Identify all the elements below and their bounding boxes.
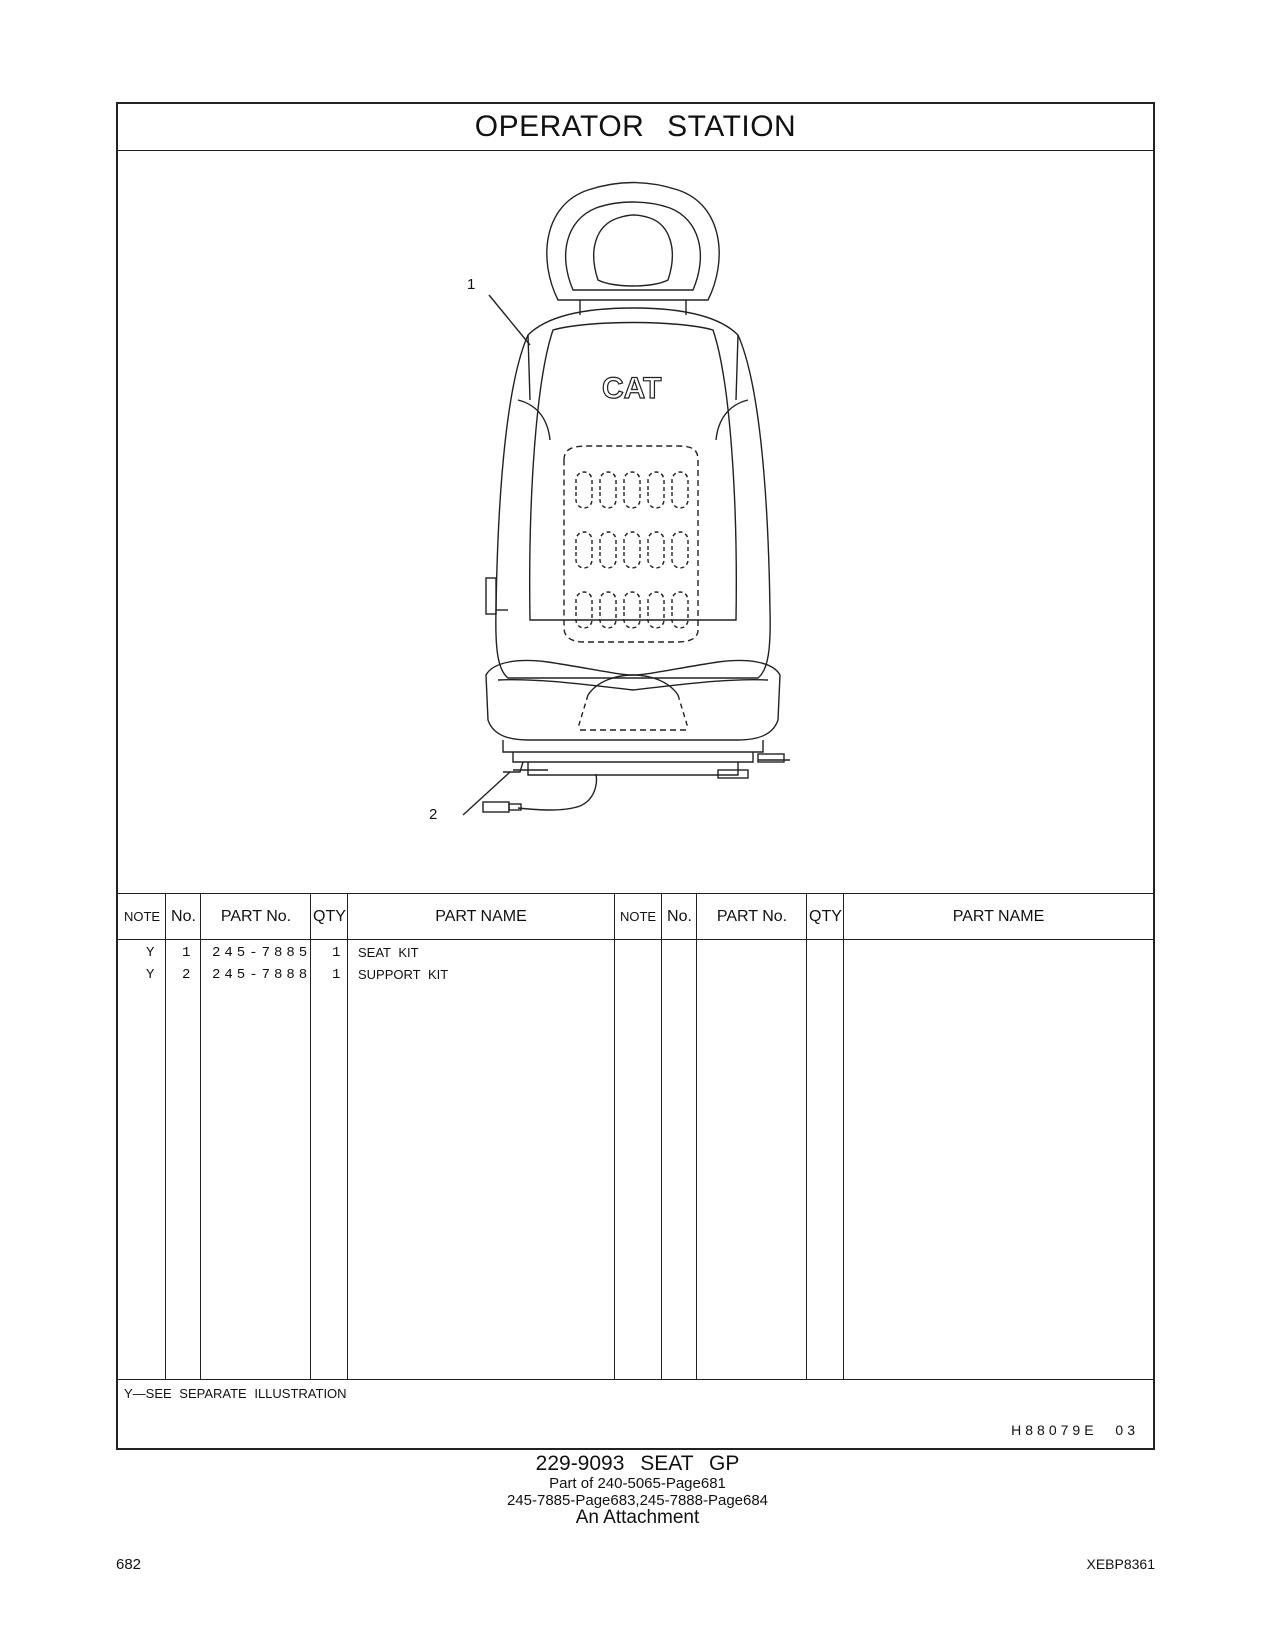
document-id: XEBP8361: [1086, 1556, 1155, 1572]
row-2-part-no: 245-7888: [212, 967, 312, 983]
row-1-qty: 1: [332, 945, 341, 961]
header-note: NOTE: [123, 909, 161, 924]
row-2-qty: 1: [332, 967, 341, 983]
row-1-part-no: 245-7885: [212, 945, 312, 961]
row-1-no: 1: [182, 945, 191, 961]
header-qty: QTY: [809, 907, 842, 925]
parts-table: [118, 893, 1153, 1380]
row-1-part-name: SEAT KIT: [358, 945, 419, 960]
parts-page-frame: [116, 102, 1155, 1450]
caption-references: 245‑7885‑Page683,245‑7888‑Page684: [506, 1492, 769, 1509]
row-2-no: 2: [182, 967, 191, 983]
seat-illustration: [118, 150, 1153, 893]
parts-table-left: [118, 894, 615, 1379]
header-no: No.: [171, 907, 196, 925]
callout-2: 2: [429, 806, 438, 823]
caption-attachment: An Attachment: [575, 1507, 700, 1528]
row-1-note: Y: [146, 945, 155, 961]
header-part-no: PART No.: [716, 907, 788, 925]
header-part-name: PART NAME: [435, 907, 527, 925]
figure-id: H88079E 03: [1011, 1422, 1139, 1438]
header-part-no: PART No.: [220, 907, 292, 925]
section-title: OPERATOR STATION: [118, 104, 1153, 151]
row-2-note: Y: [146, 967, 155, 983]
header-qty: QTY: [313, 907, 346, 925]
callout-1: 1: [467, 276, 476, 293]
caption-part-of: Part of 240‑5065‑Page681: [549, 1475, 726, 1492]
header-part-name: PART NAME: [952, 907, 1045, 925]
page-number: 682: [116, 1556, 142, 1573]
header-no: No.: [667, 907, 692, 925]
caption-title: 229‑9093 SEAT GP: [535, 1452, 740, 1475]
row-2-part-name: SUPPORT KIT: [358, 967, 449, 982]
footnote: Y—SEE SEPARATE ILLUSTRATION: [124, 1386, 347, 1401]
header-note: NOTE: [619, 909, 657, 924]
parts-table-right: [614, 894, 1153, 1379]
cat-logo: CAT: [602, 372, 662, 405]
